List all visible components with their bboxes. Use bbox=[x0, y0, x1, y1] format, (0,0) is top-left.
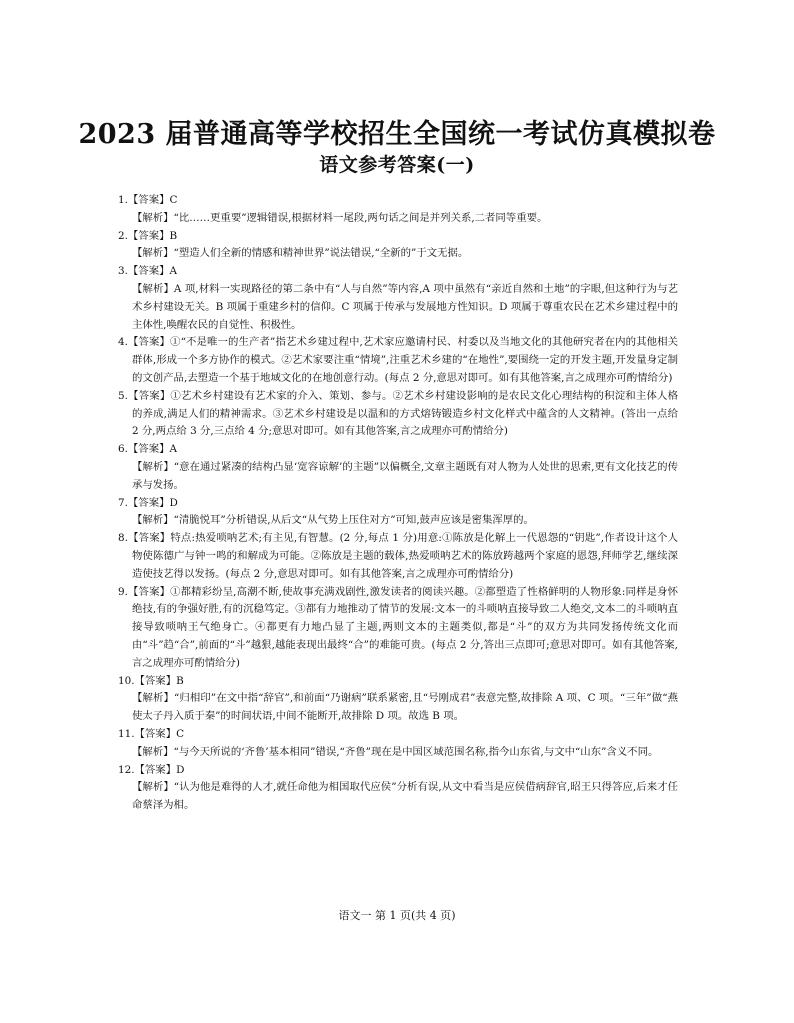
answer-text: 【答案】A bbox=[127, 265, 177, 278]
answer-item bbox=[118, 495, 678, 531]
answer-text: 【答案】特点:热爱唢呐艺术;有主见,有智慧。(2 分,每点 1 分)用意:①陈放是化解上一代恩怨的“钥匙”,作者设计这个人物使陈德广与钟一鸣的和解成为可能。②陈放是主题的载体,热爱唢呐艺术的陈放跨越两个家庭的恩怨,拜师学艺,继续深造使技艺得以发扬。(每点 2 分,意思对即可。如有其他答案,言之成理亦可酌情给分) bbox=[127, 532, 678, 580]
explanation-text: 【解析】“与今天所说的‘齐鲁’基本相同”错误,“齐鲁”现在是中国区域范围名称,指今山东省,与文中“山东”含义不同。 bbox=[132, 745, 659, 758]
exam-title: 2023 届普通高等学校招生全国统一考试仿真模拟卷 bbox=[78, 119, 716, 150]
answer-text: 【答案】①“不是唯一的生产者”指艺术乡建过程中,艺术家应邀请村民、村委以及当地文化的其他研究者在内的其他相关群体,形成一个多方协作的模式。②艺术家要注重“情境”,注重艺术乡建的“在地性”,要围绕一定的开发主题,开发量身定制的文创产品,去塑造一个基于地域文化的在地创意行动。(每点 2 分,意思对即可。如有其他答案,言之成理亦可酌情给分) bbox=[127, 336, 678, 384]
question-number: 3. bbox=[118, 265, 128, 278]
question-number: 2. bbox=[118, 229, 128, 242]
question-number: 12. bbox=[118, 763, 135, 776]
answer-key-subtitle: 语文参考答案(一) bbox=[319, 154, 475, 176]
answer-line bbox=[118, 388, 678, 441]
answer-item bbox=[118, 762, 678, 815]
answer-text: 【答案】B bbox=[134, 674, 184, 687]
answer-line bbox=[118, 584, 678, 673]
answer-text: 【答案】C bbox=[127, 194, 178, 206]
question-number: 10. bbox=[118, 674, 135, 687]
explanation-text: 【解析】“意在通过紧凑的结构凸显‘宽容谅解’的主题”以偏概全,文章主题既有对人物为人处世的思索,更有文化技艺的传承与发扬。 bbox=[132, 460, 678, 491]
answer-line bbox=[118, 673, 678, 691]
page-footer: 语文一 第 1 页(共 4 页) bbox=[338, 909, 456, 922]
explanation-text: 【解析】“归相印”在文中指“辞官”,和前面“乃谢病”联系紧密,且“号刚成君”表意完整,故排除 A 项、C 项。“三年”做“燕使太子丹入质于秦”的时间状语,中间不能断开,故排除 D 项。故选 B 项。 bbox=[132, 692, 678, 723]
question-number: 7. bbox=[118, 496, 128, 509]
answer-text: 【答案】D bbox=[127, 496, 178, 509]
answer-text: 【答案】①艺术乡村建设有艺术家的介入、策划、参与。②艺术乡村建设影响的是农民文化心理结构的积淀和主体人格的养成,满足人们的精神需求。③艺术乡村建设是以温和的方式熔铸锻造乡村文化样式中蕴含的人文精神。(答出一点给 2 分,两点给 3 分,三点给 4 分;意思对即可。如有其他答案,言之成理亦可酌情给分) bbox=[127, 389, 678, 438]
answer-item bbox=[118, 441, 678, 494]
answer-item bbox=[118, 263, 678, 334]
question-number: 4. bbox=[118, 336, 128, 349]
explanation-text: 【解析】A 项,材料一实现路径的第二条中有“人与自然”等内容,A 项中虽然有“亲近自然和土地”的字眼,但这种行为与艺术乡村建设无关。B 项属于重建乡村的信仰。C 项属于传承与发展地方性知识。D 项属于尊重农民在艺术乡建过程中的主体性,唤醒农民的自觉性、积极性。 bbox=[132, 282, 678, 331]
explanation-text: 【解析】“塑造人们全新的情感和精神世界”说法错误,“全新的”于文无据。 bbox=[132, 247, 469, 260]
explanation-text: 【解析】“清脆悦耳”分析错误,从后文“从气势上压住对方”可知,鼓声应该是密集浑厚的。 bbox=[132, 514, 534, 527]
answer-item bbox=[118, 192, 678, 228]
answer-text: 【答案】A bbox=[127, 443, 177, 456]
answer-item bbox=[118, 388, 678, 441]
answer-item bbox=[118, 673, 678, 726]
answer-line bbox=[118, 530, 678, 583]
question-number: 11. bbox=[118, 727, 135, 740]
question-number: 1. bbox=[118, 194, 128, 206]
answer-line bbox=[118, 334, 678, 387]
explanation-text: 【解析】“认为他是难得的人才,就任命他为相国取代应侯”分析有误,从文中看当是应侯借病辞官,昭王只得答应,后来才任命蔡泽为相。 bbox=[132, 781, 678, 812]
answer-line bbox=[118, 192, 678, 210]
answer-text: 【答案】①都精彩纷呈,高潮不断,使故事充满戏剧性,激发读者的阅读兴趣。②都塑造了性格鲜明的人物形象:同样是身怀绝技,有的争强好胜,有的沉稳笃定。③都有力地推动了情节的发展:文本一的斗唢呐直接导致二人绝交,文本二的斗唢呐直接导致唢呐王气绝身亡。④都更有力地凸显了主题,两则文本的主题类似,都是“斗”的双方为共同发扬传统文化而由“斗”趋“合”,前面的“斗”越狠,越能表现出最终“合”的难能可贵。(每点 2 分,答出三点即可;意思对即可。如有其他答案,言之成理亦可酌情给分) bbox=[127, 585, 678, 669]
explanation-text: 【解析】“比……更重要”逻辑错误,根据材料一尾段,两句话之间是并列关系,二者同等重要。 bbox=[132, 211, 548, 224]
answer-text: 【答案】D bbox=[134, 763, 185, 776]
answer-item bbox=[118, 530, 678, 583]
question-number: 6. bbox=[118, 443, 128, 456]
answer-text: 【答案】C bbox=[134, 727, 185, 740]
answer-item bbox=[118, 726, 678, 762]
answer-line bbox=[118, 495, 678, 513]
answer-text: 【答案】B bbox=[127, 229, 178, 242]
answer-line bbox=[118, 263, 678, 281]
answer-item bbox=[118, 584, 678, 673]
answer-line bbox=[118, 726, 678, 744]
question-number: 9. bbox=[118, 585, 128, 598]
question-number: 5. bbox=[118, 389, 128, 402]
answer-line bbox=[118, 441, 678, 459]
answer-line bbox=[118, 762, 678, 780]
answer-list bbox=[118, 192, 678, 815]
answer-item bbox=[118, 228, 678, 264]
answer-item bbox=[118, 334, 678, 387]
question-number: 8. bbox=[118, 532, 128, 545]
answer-line bbox=[118, 228, 678, 246]
